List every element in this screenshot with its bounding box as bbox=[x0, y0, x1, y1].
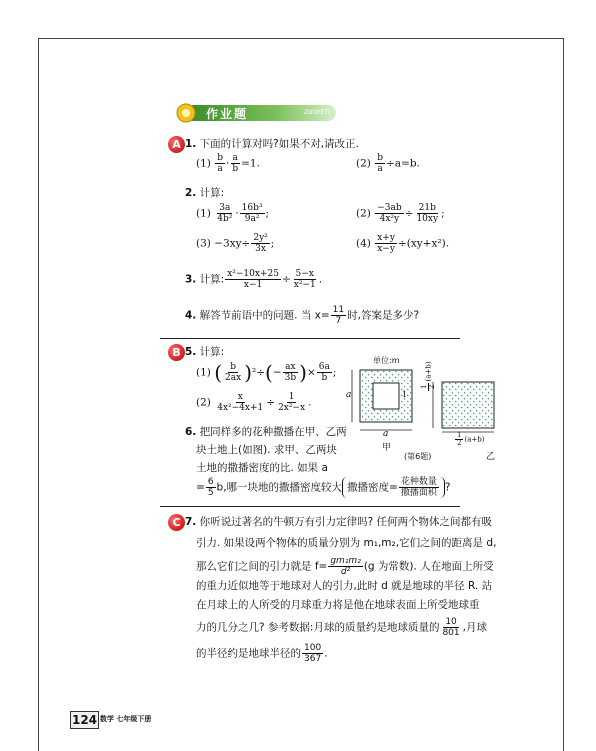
figure-yi-side bbox=[421, 362, 436, 392]
figure-yi-side-den: 2 bbox=[428, 384, 436, 389]
figure-label-yi: 乙 bbox=[486, 452, 496, 462]
q3-a-den: x−1 bbox=[243, 280, 263, 290]
q2-p1-end: ; bbox=[265, 207, 270, 220]
q4-pre: 解答节前语中的问题. 当 x= bbox=[199, 309, 330, 322]
q5-p1-c-den: b bbox=[321, 373, 328, 383]
question-1 bbox=[185, 137, 359, 151]
q2-p3-num: 2y² bbox=[253, 233, 268, 243]
q6-number: 6. bbox=[185, 426, 197, 438]
q7-line7 bbox=[196, 643, 328, 664]
q2-p1-mul: · bbox=[235, 207, 239, 220]
q7-r-den: 367 bbox=[304, 654, 322, 664]
q5-p1-a-num: b bbox=[230, 362, 236, 372]
q4-post: 时,答案是多少? bbox=[347, 309, 420, 322]
q2-p1-a-num: 3a bbox=[219, 203, 231, 213]
q2-p3-den: 3x bbox=[255, 244, 266, 254]
q5-text: 计算: bbox=[199, 346, 225, 358]
q6-formula-lhs: 撒播密度= bbox=[347, 481, 398, 494]
q5-p1-end: ; bbox=[332, 366, 337, 379]
q5-p2-label: (2) bbox=[196, 396, 211, 409]
q5-p2-a-num: x bbox=[237, 392, 243, 402]
figure-unit: 单位:m bbox=[373, 356, 400, 365]
q3-op: ÷ bbox=[281, 273, 291, 286]
section-a-badge: A bbox=[168, 136, 185, 153]
q3-number: 3. bbox=[185, 273, 197, 286]
figure-yi-bottom bbox=[454, 432, 484, 447]
q4-frac-num: 11 bbox=[332, 305, 345, 315]
q1-p1-mul: · bbox=[225, 157, 230, 170]
q3-b-den: x²−1 bbox=[293, 280, 316, 290]
q7-line3 bbox=[196, 556, 494, 577]
q2-p1-b-num: 16b³ bbox=[241, 203, 263, 213]
q7-line6-post: ,月球 bbox=[462, 621, 487, 634]
figure-yi-bottom-den: 2 bbox=[457, 439, 462, 447]
q5-p1-b-den: 3b bbox=[284, 373, 297, 383]
figure-caption: (第6题) bbox=[404, 452, 432, 461]
q2-p1-a-den: 4b² bbox=[217, 214, 233, 224]
q7-line6-pre: 力的几分之几? 参考数据:月球的质量约是地球质量的 bbox=[196, 621, 440, 634]
section-divider-b bbox=[160, 506, 460, 507]
q2-number: 2. bbox=[185, 187, 197, 199]
q6-line4-pre: = bbox=[196, 481, 205, 494]
q1-p2-rhs: ÷a=b. bbox=[385, 157, 420, 170]
q2-p2-b-num: 21b bbox=[418, 203, 436, 213]
q1-p1-a-den: a bbox=[217, 164, 223, 174]
q6-density-formula bbox=[342, 477, 445, 498]
book-title: 数学 七年级下册 bbox=[100, 715, 152, 723]
question-5 bbox=[185, 345, 224, 359]
q2-p2-op: ÷ bbox=[404, 207, 414, 220]
q7-f-num: gm₁m₂ bbox=[330, 556, 361, 566]
page-number: 124 bbox=[71, 713, 98, 727]
q7-line2: 引力. 如果设两个物体的质量分别为 m₁,m₂,它们之间的距离是 d, bbox=[196, 537, 497, 549]
q4-frac-den: 7 bbox=[335, 316, 342, 326]
question-7 bbox=[185, 515, 492, 529]
q7-number: 7. bbox=[185, 516, 197, 528]
q5-p1-c-num: 6a bbox=[318, 362, 330, 372]
q2-p1-b-den: 9a² bbox=[244, 214, 260, 224]
q7-line6 bbox=[196, 617, 487, 638]
q5-p1-neg: − bbox=[272, 366, 282, 379]
q7-m-den: 801 bbox=[442, 628, 460, 638]
q6-line2: 块土地上(如图). 求甲、乙两块 bbox=[196, 444, 337, 456]
q1-part1 bbox=[196, 153, 260, 174]
q7-line3-pre: 那么它们之间的引力就是 f= bbox=[196, 560, 328, 573]
q6-figure bbox=[346, 352, 506, 462]
q1-part2 bbox=[356, 153, 420, 174]
q2-p2-a-den: 4x²y bbox=[379, 214, 400, 224]
q1-p1-rhs: =1. bbox=[241, 157, 260, 170]
question-4 bbox=[185, 305, 419, 326]
q6-formula-den: 撒播面积 bbox=[400, 488, 437, 498]
figure-yi-bottom-num: 1 bbox=[457, 431, 462, 439]
q5-part2 bbox=[196, 392, 311, 413]
q1-p1-label: (1) bbox=[196, 157, 211, 170]
q5-p2-b-den: 2x²−x bbox=[278, 403, 306, 413]
figure-a-left: a bbox=[346, 390, 352, 400]
q1-p2-label: (2) bbox=[356, 157, 371, 170]
q4-number: 4. bbox=[185, 309, 197, 322]
q2-p4-den: x−y bbox=[377, 244, 395, 254]
q7-r-num: 100 bbox=[304, 643, 322, 653]
q2-part1 bbox=[196, 203, 269, 224]
q2-p2-a-num: −3ab bbox=[377, 203, 402, 213]
q5-part1: (1) ( $\frac{b}{2ax}$ )²÷(− $\frac{ax}{3b}$ )× $\frac{6a}{b}$ ; bbox=[196, 360, 337, 385]
q6-line3: 土地的撒播密度的比. 如果 a bbox=[196, 462, 328, 474]
q6-line4 bbox=[196, 477, 450, 498]
section-b-badge: B bbox=[168, 344, 185, 361]
q5-p1-sq: ²÷ bbox=[252, 366, 266, 379]
q2-part4 bbox=[356, 233, 449, 254]
homework-banner bbox=[176, 103, 338, 123]
q1-p2-num: b bbox=[377, 153, 383, 163]
q2-p2-label: (2) bbox=[356, 207, 371, 220]
q6-b-den: 5 bbox=[207, 488, 214, 498]
q3-text: 计算: bbox=[199, 273, 225, 286]
figure-yi-side-num: 1 bbox=[420, 384, 428, 389]
q1-number: 1. bbox=[185, 138, 197, 150]
q1-p2-den: a bbox=[377, 164, 383, 174]
q7-f-den: d² bbox=[340, 567, 351, 577]
q1-p1-b-den: b bbox=[232, 164, 239, 174]
q2-text: 计算: bbox=[199, 187, 225, 199]
q5-p1-b-num: ax bbox=[285, 362, 296, 372]
figure-yi-side-text: (a+b) bbox=[424, 361, 433, 382]
q6-b-num: 6 bbox=[207, 477, 214, 487]
q1-text: 下面的计算对吗?如果不对,请改正. bbox=[199, 138, 359, 150]
section-divider-a bbox=[160, 338, 460, 339]
q5-p2-a-den: 4x²−4x+1 bbox=[217, 403, 264, 413]
q6-line1: 把同样多的花种撒播在甲、乙两 bbox=[199, 426, 347, 438]
banner-title: 作业题 bbox=[206, 107, 249, 121]
q7-line3-post: (g 为常数). 人在地面上所受 bbox=[363, 560, 494, 573]
q2-p4-label: (4) bbox=[356, 237, 371, 250]
figure-a-bottom: a bbox=[383, 429, 389, 439]
q2-p2-b-den: 10xy bbox=[416, 214, 439, 224]
question-3 bbox=[185, 269, 322, 290]
q7-m-num: 10 bbox=[445, 617, 457, 627]
question-6 bbox=[185, 425, 347, 439]
q7-line7-pre: 的半径约是地球半径的 bbox=[196, 647, 301, 660]
q5-p2-op: ÷ bbox=[266, 396, 276, 409]
question-2 bbox=[185, 186, 224, 200]
q3-a-num: x²−10x+25 bbox=[227, 269, 279, 279]
q7-line1: 你听说过著名的牛顿万有引力定律吗? 任何两个物体之间都有吸 bbox=[199, 516, 493, 528]
q5-number: 5. bbox=[185, 346, 197, 358]
q5-p2-b-num: 1 bbox=[288, 392, 295, 402]
q2-p4-rhs: ÷(xy+x²). bbox=[397, 237, 450, 250]
q5-p1-label: (1) bbox=[196, 366, 211, 379]
q6-line4-end: ? bbox=[444, 481, 451, 494]
q2-part3 bbox=[196, 233, 274, 254]
figure-label-jia: 甲 bbox=[382, 443, 392, 453]
q5-p1-times: × bbox=[306, 366, 316, 379]
q2-p4-num: x+y bbox=[377, 233, 395, 243]
q2-part2 bbox=[356, 203, 445, 224]
q2-p3-pre: −3xy÷ bbox=[214, 237, 251, 250]
q2-p3-end: ; bbox=[270, 237, 275, 250]
q2-p2-end: ; bbox=[441, 207, 445, 220]
q6-line4-mid: b,哪一块地的撒播密度较大 bbox=[216, 481, 343, 494]
section-c-badge: C bbox=[168, 514, 185, 531]
q3-end: . bbox=[318, 273, 323, 286]
q2-p1-label: (1) bbox=[196, 207, 211, 220]
figure-yi-bottom-text: (a+b) bbox=[464, 435, 485, 444]
q7-line7-post: . bbox=[324, 647, 328, 660]
figure-small-one: 1 bbox=[402, 390, 408, 399]
q5-p1-a-den: 2ax bbox=[225, 373, 242, 383]
q2-p3-label: (3) bbox=[196, 237, 211, 250]
q3-b-num: 5−x bbox=[295, 269, 314, 279]
q1-p1-a-num: b bbox=[217, 153, 223, 163]
q1-p1-b-num: a bbox=[232, 153, 238, 163]
q5-p2-end: . bbox=[308, 396, 312, 409]
q6-formula-num: 花种数量 bbox=[400, 477, 437, 487]
banner-subtitle: ZUOYETI bbox=[304, 109, 330, 116]
q7-line5: 在月球上的人所受的月球重力将是他在地球表面上所受地球重 bbox=[196, 599, 480, 611]
q7-line4: 的重力近似地等于地球对人的引力,此时 d 就是地球的半径 R. 站 bbox=[196, 580, 493, 592]
